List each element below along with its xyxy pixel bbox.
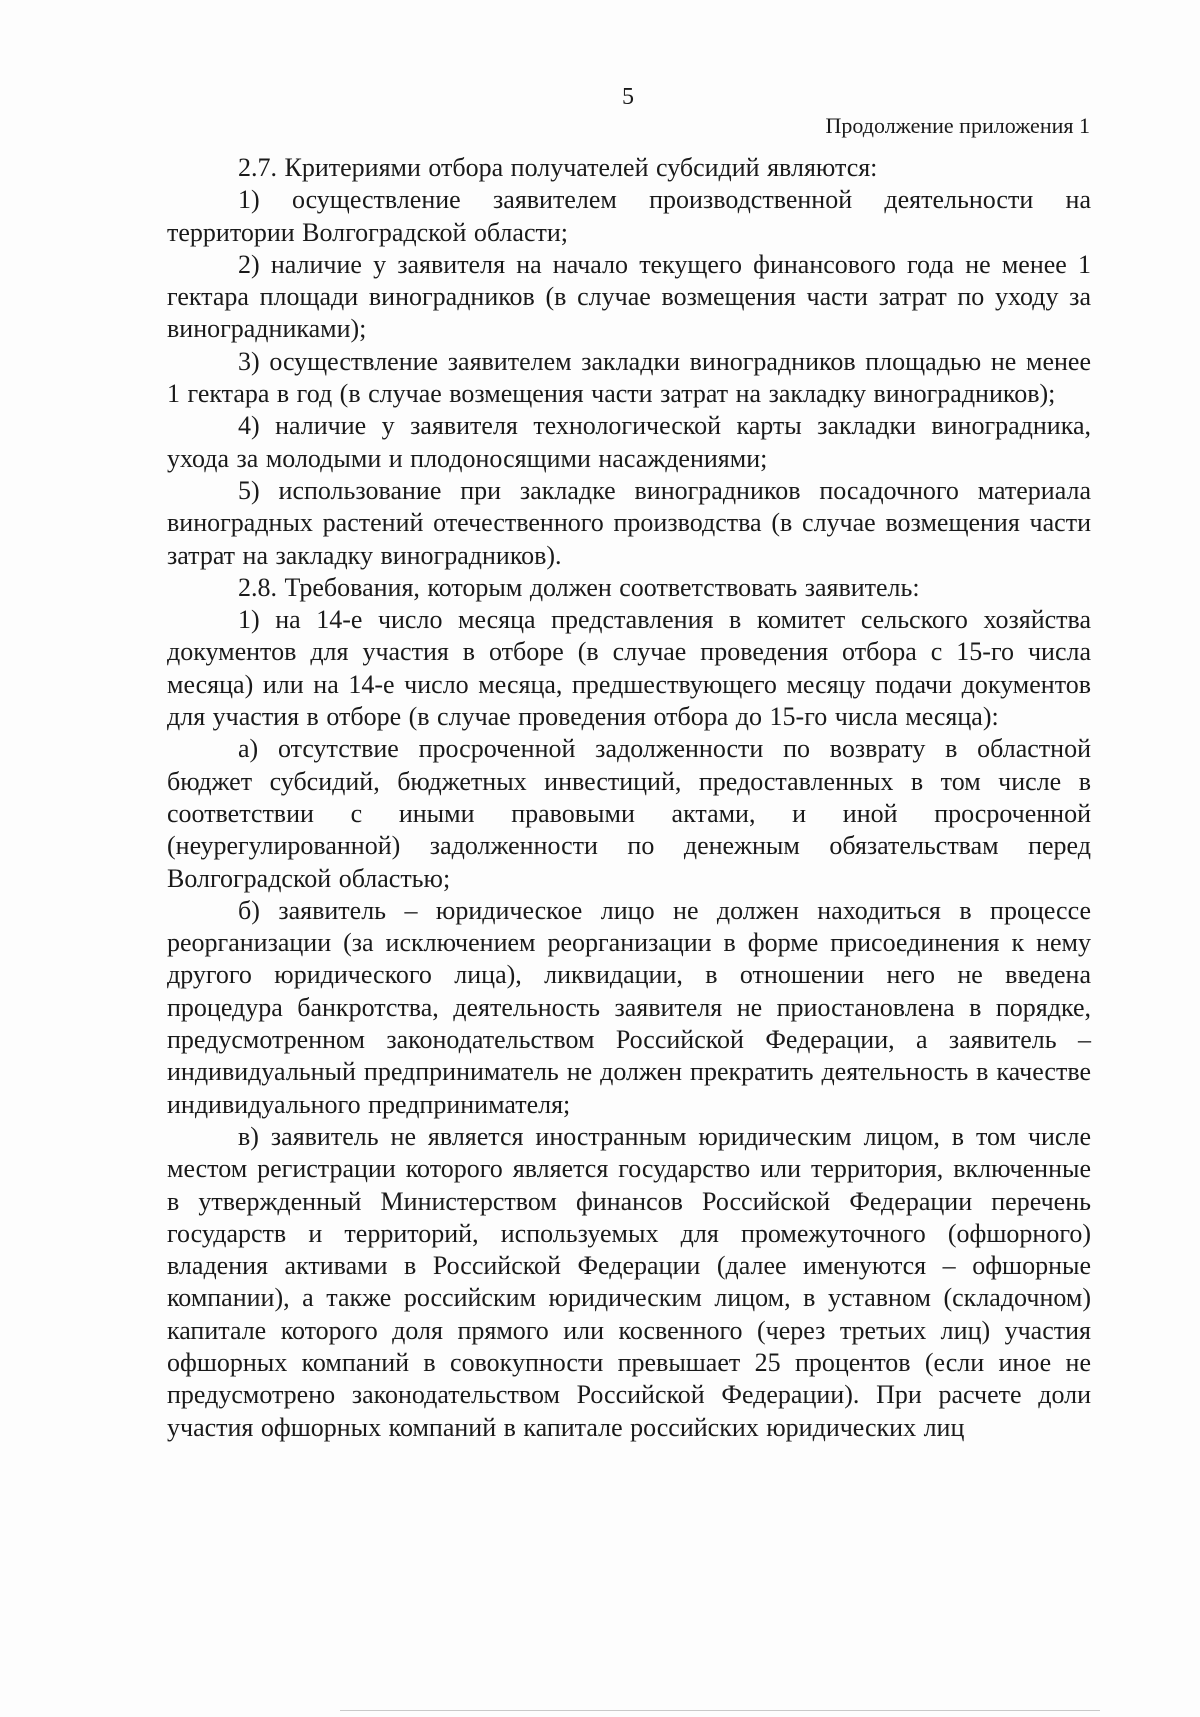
requirement-1: 1) на 14-е число месяца представления в комитет сельского хозяйства документов для участия в отборе (в случае проведения отбора с 15-го числа месяца) или на 14-е число месяца, предшествующего месяцу подачи документов для участия в отборе (в случае проведения отбора до 15-го числа месяца): [167,605,1091,732]
criterion-5: 5) использование при закладке виноградников посадочного материала виноградных растений отечественного производства (в случае возмещения части затрат на закладку виноградников). [167,475,1091,570]
section-2-7-heading: 2.7. Критериями отбора получателей субсидий являются: [238,153,878,182]
criterion-2: 2) наличие у заявителя на начало текущего финансового года не менее 1 гектара площади виноградников (в случае возмещения части затрат по уходу за виноградниками); [167,249,1091,344]
document-body [167,152,1091,1444]
criterion-4: 4) наличие у заявителя технологической карты закладки виноградника, ухода за молодыми и плодоносящими насаждениями; [167,411,1091,473]
criterion-3: 3) осуществление заявителем закладки виноградников площадью не менее 1 гектара в год (в случае возмещения части затрат на закладку виноградников); [167,346,1091,409]
criterion-1: 1) осуществление заявителем производственной деятельности на территории Волгоградской области; [167,185,1091,247]
scan-edge-line [340,1710,1100,1711]
requirement-1-v: в) заявитель не является иностранным юридическим лицом, в том числе местом регистрации которого является государство или территория, включенные в утвержденный Министерством финансов Российской Федерации перечень государств и территорий, используемых для промежуточного (офшорного) владения активами в Российской Федерации (далее именуются – офшорные компании), а также российским юридическим лицом, в уставном (складочном) капитале которого доля прямого или косвенного (через третьих лиц) участия офшорных компаний в совокупности превышает 25 процентов (если иное не предусмотрено законодательством Российской Федерации). При расчете доли участия офшорных компаний в капитале российских юридических лиц [167,1121,1091,1442]
requirement-1-a: а) отсутствие просроченной задолженности по возврату в областной бюджет субсидий, бюджетных инвестиций, предоставленных в том числе в соответствии с иными правовыми актами, и иной просроченной (неурегулированной) задолженности по денежным обязательствам перед Волгоградской областью; [167,734,1091,893]
page-number: 5 [622,84,634,110]
annex-continuation-label: Продолжение приложения 1 [825,113,1090,138]
section-2-8-heading: 2.8. Требования, которым должен соответствовать заявитель: [238,572,920,602]
requirement-1-b: б) заявитель – юридическое лицо не должен находиться в процессе реорганизации (за исключением реорганизации в форме присоединения к нему другого юридического лица), ликвидации, в отношении него не введена процедура банкротства, деятельность заявителя не приостановлена в порядке, предусмотренном законодательством Российской Федерации, а заявитель – индивидуальный предприниматель не должен прекратить деятельность в качестве индивидуального предпринимателя; [167,895,1091,1119]
